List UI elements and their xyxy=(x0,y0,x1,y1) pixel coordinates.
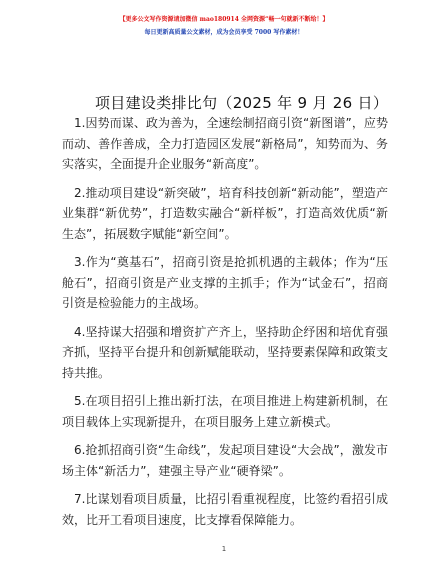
paragraph-6: 6.抢抓招商引资“生命线”，发起项目建设“大会战”，激发市场主体“新活力”，建强主导产业“硬脊梁”。 xyxy=(62,443,388,478)
document-body xyxy=(62,113,388,538)
paragraph-5: 5.在项目招引上推出新打法，在项目推进上构建新机制，在项目载体上实现新提升，在项目服务上建立新模式。 xyxy=(62,394,388,429)
promo-banner-line-2: 每日更新高质量公文素材，成为会员享受 7000 写作素材！ xyxy=(144,29,304,36)
promo-banner-line-1: 【更多公文写作资源请加微信 mao180914 全网资源“畅一句就新不断给！】 xyxy=(119,16,329,23)
page-number: 1 xyxy=(221,545,227,553)
paragraph-3: 3.作为“奠基石”，招商引资是抢抓机遇的主载体；作为“压舱石”，招商引资是产业支撑的主抓手；作为“试金石”，招商引资是检验能力的主战场。 xyxy=(62,255,388,310)
promo-banner xyxy=(0,15,448,37)
paragraph-2: 2.推动项目建设“新突破”，培育科技创新“新动能”，塑造产业集群“新优势”，打造数实融合“新样板”，打造高效优质“新生态”，拓展数字赋能“新空间”。 xyxy=(62,185,388,241)
document-title: 项目建设类排比句（2025 年 9 月 26 日） xyxy=(95,94,389,112)
paragraph-4: 4.坚持谋大招强和增资扩产齐上，坚持助企纾困和培优育强齐抓，坚持平台提升和创新赋能联动，坚持要素保障和政策支持共推。 xyxy=(62,324,388,380)
paragraph-7: 7.比谋划看项目质量，比招引看重视程度，比签约看招引成效，比开工看项目速度，比支撑看保障能力。 xyxy=(62,492,388,527)
paragraph-1: 1.因势而谋、政为善为，全速绘制招商引资“新图谱”，应势而动、善作善成，全力打造园区发展“新格局”，知势而为、务实落实，全面提升企业服务“新高度”。 xyxy=(62,116,388,171)
